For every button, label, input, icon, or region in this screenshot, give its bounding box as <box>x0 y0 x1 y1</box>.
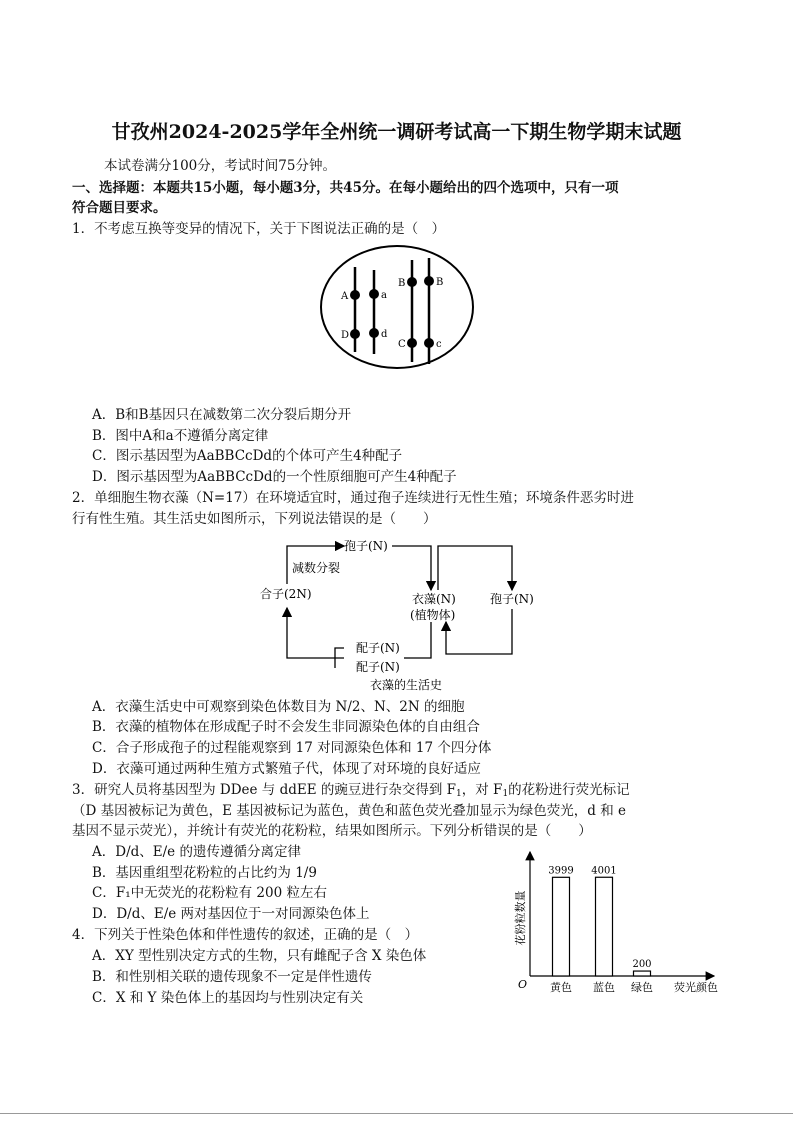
exam-intro: 本试卷满分100分，考试时间75分钟。 <box>104 158 336 174</box>
q3-option-b: B．基因重组型花粉粒的占比约为 1/9 <box>92 865 317 881</box>
q1-stem: 1．不考虑互换等变异的情况下，关于下图说法正确的是（ ） <box>72 221 446 237</box>
bar-value-label: 3999 <box>548 865 574 877</box>
bar-0 <box>553 877 570 976</box>
q2-option-d: D．衣藻可通过两种生殖方式繁殖子代，体现了对环境的良好适应 <box>92 761 481 777</box>
gene-label: a <box>381 290 387 301</box>
q3-option-c: C．F₁中无荧光的花粉粒有 200 粒左右 <box>92 885 327 901</box>
gene-label: B <box>398 278 406 289</box>
q4-option-c: C．X 和 Y 染色体上的基因均与性别决定有关 <box>92 990 364 1006</box>
q2-stem-line1: 2．单细胞生物衣藻（N=17）在环境适宜时，通过孢子连续进行无性生殖；环境条件恶劣时进 <box>72 490 634 506</box>
q1-option-a: A．B和B基因只在减数第二次分裂后期分开 <box>92 407 352 423</box>
q3-option-a: A．D/d、E/e 的遗传遵循分离定律 <box>92 844 301 860</box>
q2-life-cycle-figure <box>250 532 550 698</box>
section1-heading-line2: 符合题目要求。 <box>72 200 167 216</box>
q1-option-b: B．图中A和a不遵循分离定律 <box>92 428 269 444</box>
x-tick-label: 绿色 <box>631 981 653 994</box>
gamete-label-2: 配子(N) <box>356 660 400 674</box>
bar-1 <box>596 877 613 976</box>
q4-option-a: A．XY 型性别决定方式的生物，只有雌配子含 X 染色体 <box>92 948 427 964</box>
q3-stem-line3: 基因不显示荧光），并统计有荧光的花粉粒，结果如图所示。下列分析错误的是（ ） <box>72 823 592 839</box>
q1-chromosome-figure <box>318 242 476 372</box>
y-axis-label: 花粉粒数量 <box>514 890 527 946</box>
q4-option-b: B．和性别相关联的遗传现象不一定是伴性遗传 <box>92 969 372 985</box>
meiosis-label: 减数分裂 <box>292 561 341 575</box>
q2-option-a: A．衣藻生活史中可观察到染色体数目为 N/2、N、2N 的细胞 <box>92 699 465 715</box>
gene-label: C <box>398 339 406 350</box>
gene-label: B <box>436 277 444 288</box>
q3-option-d: D．D/d、E/e 两对基因位于一对同源染色体上 <box>92 906 370 922</box>
spore-top-label: 孢子(N) <box>344 539 388 553</box>
bar-value-label: 200 <box>632 959 652 971</box>
gene-label: c <box>436 339 442 350</box>
x-tick-label: 蓝色 <box>593 981 615 994</box>
gene-label: D <box>341 330 350 341</box>
bar-value-label: 4001 <box>591 865 617 877</box>
q2-stem-line2: 行有性生殖。其生活史如图所示，下列说法错误的是（ ） <box>72 511 437 527</box>
q4-stem: 4．下列关于性染色体和伴性遗传的叙述，正确的是（ ） <box>72 927 419 943</box>
q2-option-c: C．合子形成孢子的过程能观察到 17 对同源染色体和 17 个四分体 <box>92 740 492 756</box>
page-title: 甘孜州2024-2025学年全州统一调研考试高一下期生物学期末试题 <box>111 121 682 143</box>
x-tick-label: 黄色 <box>550 981 572 994</box>
figure-caption: 衣藻的生活史 <box>370 678 443 692</box>
bar-2 <box>634 971 651 976</box>
plant-label: (植物体) <box>410 608 456 622</box>
zygote-label: 合子(2N) <box>260 587 312 601</box>
q3-stem-line1: 3．研究人员将基因型为 DDee 与 ddEE 的豌豆进行杂交得到 $F_1$，对 $F_1$的花粉进行荧光标记 <box>72 782 630 799</box>
gamete-label-1: 配子(N) <box>356 641 400 655</box>
q3-stem-line2: （D 基因被标记为黄色，E 基因被标记为蓝色，黄色和蓝色荧光叠加显示为绿色荧光，d 和 e <box>72 803 626 819</box>
origin-label: O <box>518 978 528 991</box>
q1-option-c: C．图示基因型为AaBBCcDd的个体可产生4种配子 <box>92 448 403 464</box>
section1-heading-line1: 一、选择题：本题共15小题，每小题3分，共45分。在每小题给出的四个选项中，只有一项 <box>72 180 619 196</box>
page-footer-line <box>0 1113 793 1114</box>
gene-label: d <box>381 329 388 340</box>
q3-pollen-bar-chart <box>508 848 728 996</box>
gene-label: A <box>341 291 349 302</box>
q2-option-b: B．衣藻的植物体在形成配子时不会发生非同源染色体的自由组合 <box>92 719 480 735</box>
alga-label: 衣藻(N) <box>412 592 456 606</box>
x-axis-label: 荧光颜色 <box>674 981 718 994</box>
q1-option-d: D．图示基因型为AaBBCcDd的一个性原细胞可产生4种配子 <box>92 469 457 485</box>
spore-right-label: 孢子(N) <box>490 592 534 606</box>
